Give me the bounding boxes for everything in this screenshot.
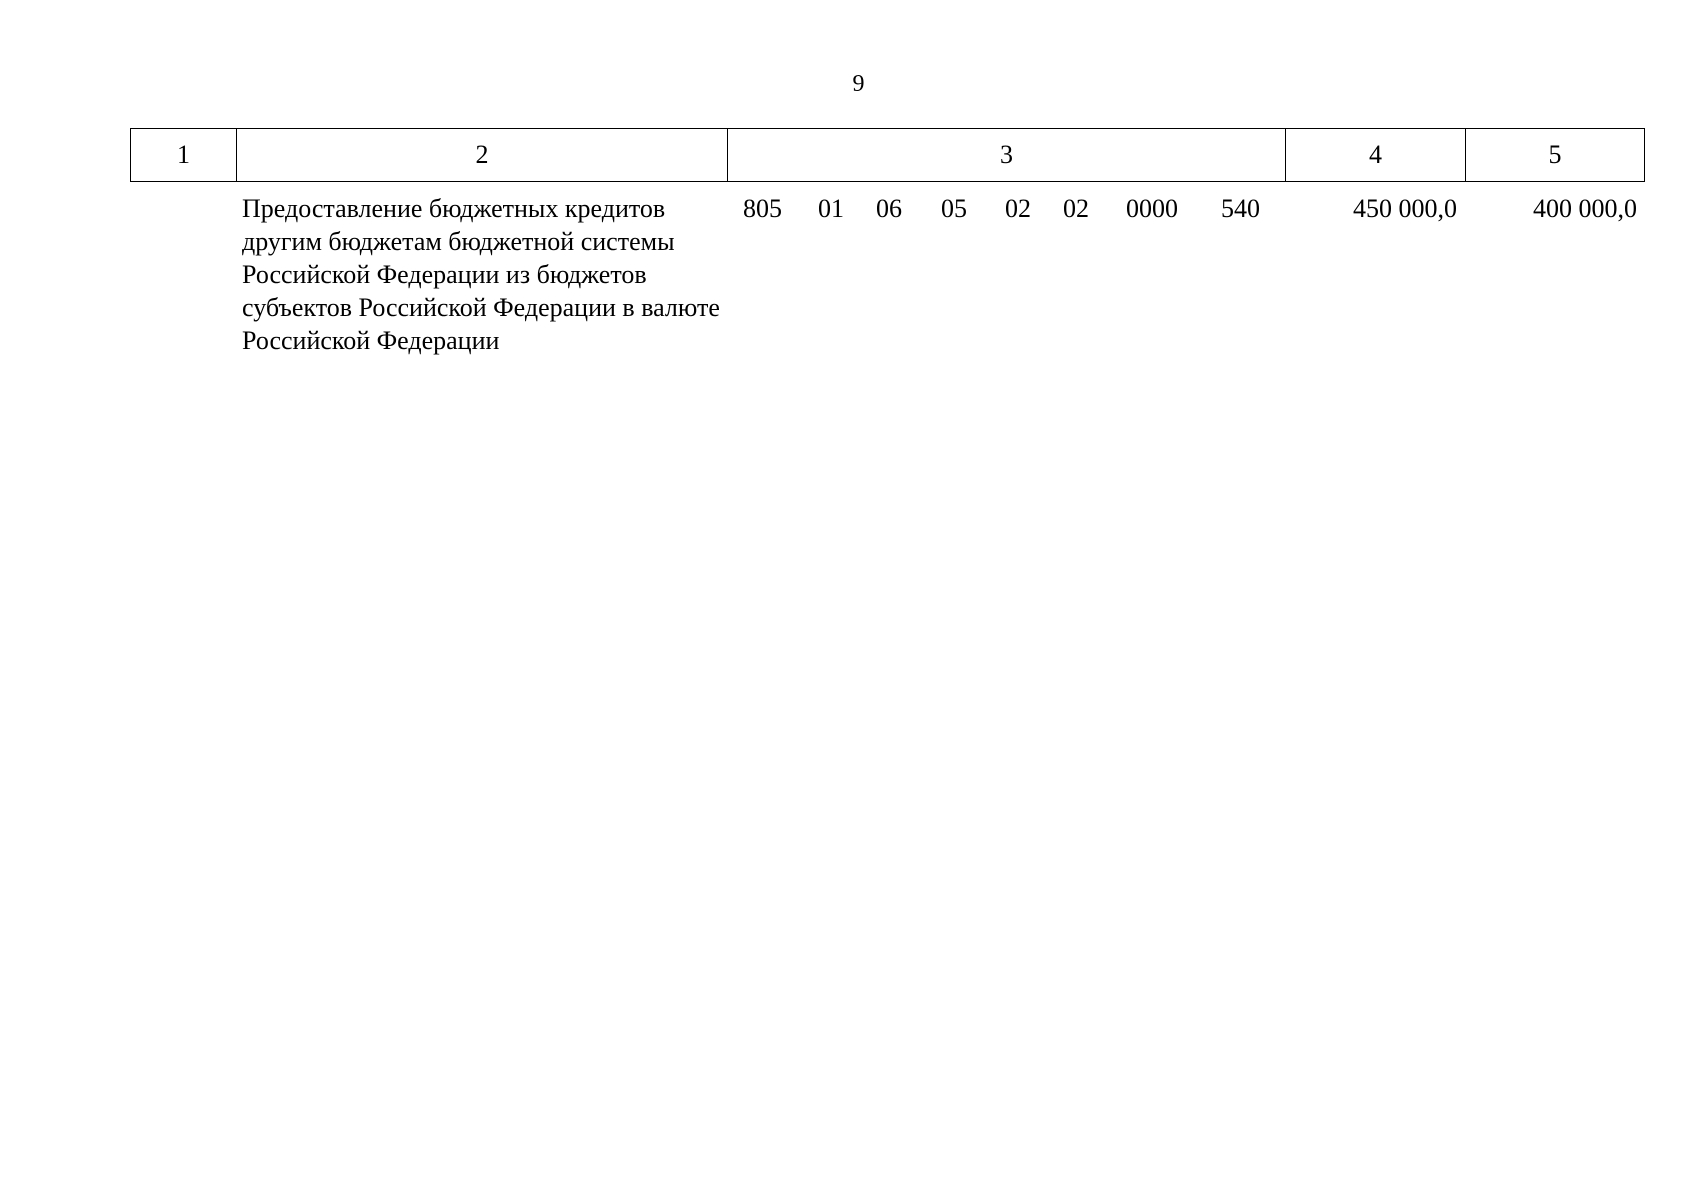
code-subarticle: 02 [1005, 194, 1031, 223]
code-article: 05 [941, 194, 967, 223]
header-row [131, 129, 1645, 182]
header-col-1: 1 [131, 129, 237, 182]
code-admin: 805 [743, 194, 782, 223]
header-col-2: 2 [237, 129, 728, 182]
amount-col-5: 400 000,0 [1533, 194, 1637, 223]
code-element: 02 [1063, 194, 1089, 223]
code-kosgu: 540 [1221, 194, 1260, 223]
code-program: 0000 [1126, 194, 1178, 223]
header-col-4: 4 [1286, 129, 1466, 182]
column-number-header [130, 128, 1645, 182]
page-number: 9 [852, 71, 865, 97]
header-col-5: 5 [1466, 129, 1645, 182]
code-group: 01 [818, 194, 844, 223]
code-subgroup: 06 [876, 194, 902, 223]
amount-col-4: 450 000,0 [1353, 194, 1457, 223]
header-col-3: 3 [728, 129, 1286, 182]
row-description: Предоставление бюджетных кредитов другим бюджетам бюджетной системы Российской Федерации из бюджетов субъектов Российской Федерации в валюте Российской Федерации [242, 194, 720, 355]
